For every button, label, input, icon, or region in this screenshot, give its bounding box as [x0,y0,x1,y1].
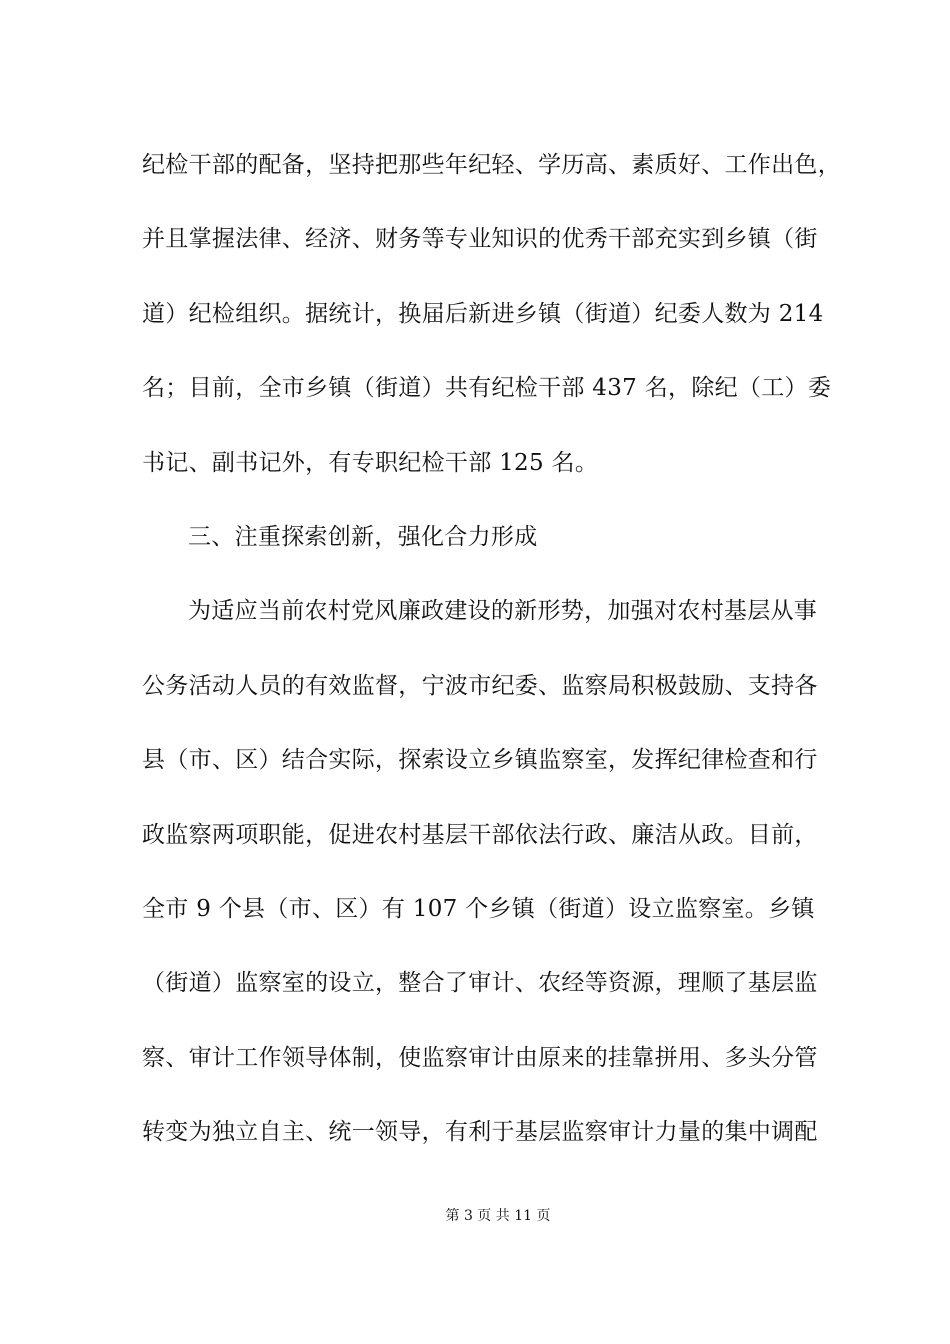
body-text [142,128,841,1169]
text-line: 书记、副书记外，有专职纪检干部 125 名。 [142,449,599,476]
text-line: 政监察两项职能，促进农村基层干部依法行政、廉洁从政。目前， [142,821,818,848]
text-line: 名；目前，全市乡镇（街道）共有纪检干部 437 名，除纪（工）委 [142,375,832,402]
text-line: 道）纪检组织。据统计，换届后新进乡镇（街道）纪委人数为 214 [142,300,824,327]
text-line: 察、审计工作领导体制，使监察审计由原来的挂靠拼用、多头分管 [142,1044,818,1071]
text-line: 为适应当前农村党风廉政建设的新形势，加强对农村基层从事 [188,598,818,625]
text-line: （街道）监察室的设立，整合了审计、农经等资源，理顺了基层监 [142,970,818,997]
text-line: 纪检干部的配备，坚持把那些年纪轻、学历高、素质好、工作出色， [142,152,841,178]
page-number-footer: 第 3 页 共 11 页 [445,1208,551,1224]
text-line: 县（市、区）结合实际，探索设立乡镇监察室，发挥纪律检查和行 [142,747,818,774]
text-line: 转变为独立自主、统一领导，有利于基层监察审计力量的集中调配 [142,1119,818,1146]
text-line: 公务活动人员的有效监督，宁波市纪委、监察局积极鼓励、支持各 [142,672,818,699]
text-line: 并且掌握法律、经济、财务等专业知识的优秀干部充实到乡镇（街 [142,226,818,253]
section-heading: 三、注重探索创新，强化合力形成 [188,523,538,550]
text-line: 全市 9 个县（市、区）有 107 个乡镇（街道）设立监察室。乡镇 [142,895,815,922]
